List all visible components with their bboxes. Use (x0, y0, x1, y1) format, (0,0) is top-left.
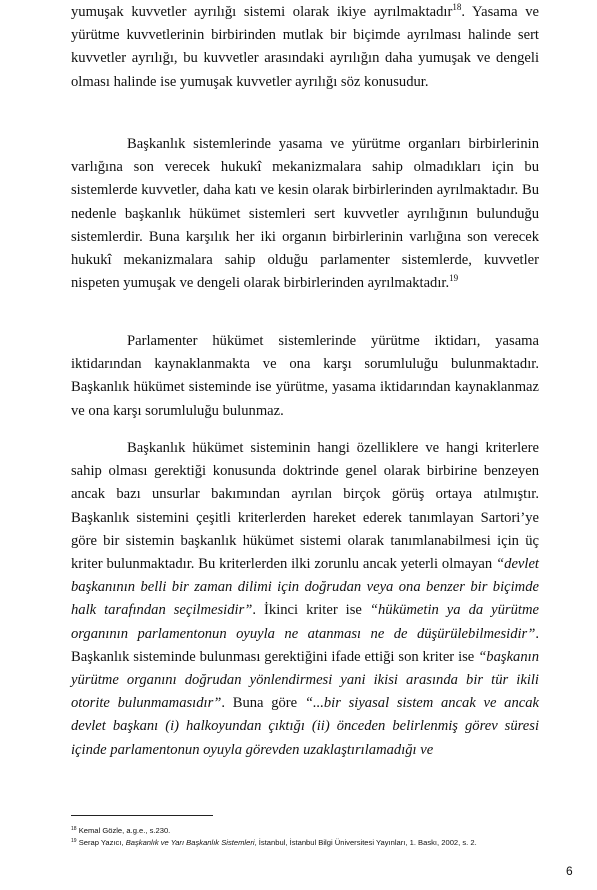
paragraph-4-text-c: . Başkanlık sisteminde bulunması gerektiğini ifade ettiği son kriter ise (71, 625, 539, 665)
footnote-ref-19: 19 (449, 273, 459, 284)
footnote-18-text: Kemal Gözle, a.g.e., s.230. (78, 826, 171, 835)
footnote-19-title: Başkanlık ve Yarı Başkanlık Sistemleri (125, 838, 255, 847)
paragraph-2-text: Başkanlık sistemlerinde yasama ve yürütme organları birbirlerinin varlığına son verecek hukukî mekanizmalara sahip olmadıkları için bu sistemlerde kuvvetler, daha katı ve kesin olarak birbirlerinden ayrılmaktadır. Bu nedenle başkanlık hükümet sistemleri sert kuvvetler ayrılığının bulunduğu sistemlerdir. Buna karşılık her iki organın birbirlerinin varlığına son verecek hukukî mekanizmalara sahip olduğu parlamenter sistemlerde, kuvvetler nispeten yumuşak ve dengeli olarak birbirlerinden ayrılmaktadır. (71, 136, 539, 292)
page-number: 6 (566, 864, 573, 878)
footnote-19 (71, 837, 551, 848)
paragraph-1-text-a: yumuşak kuvvetler ayrılığı sistemi olarak ikiye ayrılmaktadır (71, 4, 453, 20)
paragraph-3 (71, 330, 539, 423)
sartori-quote-3: “başkanın yürütme organını doğrudan yönlendirmesi yani ikisi arasında bir tür ikili otorite bulunmamasıdır” (71, 648, 539, 712)
footnote-19-text-b: , İstanbul, İstanbul Bilgi Üniversitesi Yayınları, 1. Baskı, 2002, s. 2. (254, 838, 477, 847)
footnote-divider (71, 815, 213, 816)
footnote-19-text-a: Serap Yazıcı, (78, 838, 126, 847)
sartori-quote-2: “hükümetin ya da yürütme organının parlamentonun oyuyla ne atanması ne de düşürülebilmesidir” (71, 602, 539, 642)
paragraph-2 (71, 133, 539, 295)
paragraph-4-text-a: Başkanlık hükümet sisteminin hangi özelliklere ve hangi kriterlere sahip olması gerektiği konusunda doktrinde genel olarak birbirine benzeyen ancak bazı unsurlar bakımından ayrılan birçok görüş ortaya atılmıştır. Başkanlık sistemini çeşitli kriterlerden hareket ederek tanımlayan Sartori’ye göre bir sistemin başkanlık hükümet sistemi olarak tanımlanabilmesi için üç kriter bulunmaktadır. Bu kriterlerden ilki zorunlu ancak yeterli olmayan (71, 440, 539, 573)
footnote-19-number: 19 (71, 838, 77, 844)
paragraph-4-text-b: . İkinci kriter ise (252, 602, 370, 619)
paragraph-1 (71, 1, 539, 94)
footnote-ref-18: 18 (452, 2, 462, 12)
footnote-18 (71, 825, 551, 836)
paragraph-4 (71, 437, 539, 762)
paragraph-4-text-d: . Buna göre (221, 695, 305, 712)
sartori-quote-1: “devlet başkanının belli bir zaman dilimi için doğrudan veya ona benzer bir biçimde halk tarafından seçilmesidir” (71, 556, 539, 619)
footnote-18-number: 18 (71, 826, 77, 832)
paragraph-3-text: Parlamenter hükümet sistemlerinde yürütme iktidarı, yasama iktidarından kaynaklanmakta ve ona karşı sorumluluğu bulunmaktadır. Başkanlık hükümet sisteminde ise yürütme, yasama iktidarından kaynaklanmaz ve ona karşı sorumluluğu bulunmaz. (71, 333, 539, 419)
paragraph-1-text-b: . Yasama ve yürütme kuvvetlerinin birbirinden mutlak bir biçimde ayrılması halinde sert kuvvetler ayrılığı, bu kuvvetler arasındaki ayrılığın daha yumuşak ve dengeli olması halinde ise yumuşak kuvvetler ayrılığı söz konusudur. (71, 4, 539, 90)
sartori-quote-4: “...bir siyasal sistem ancak ve ancak devlet başkanı (i) halkoyundan çıktığı (ii) önceden belirlenmiş görev süresi içinde parlamentonun oyuyla görevden uzaklaştırılamadığı ve (71, 695, 539, 758)
